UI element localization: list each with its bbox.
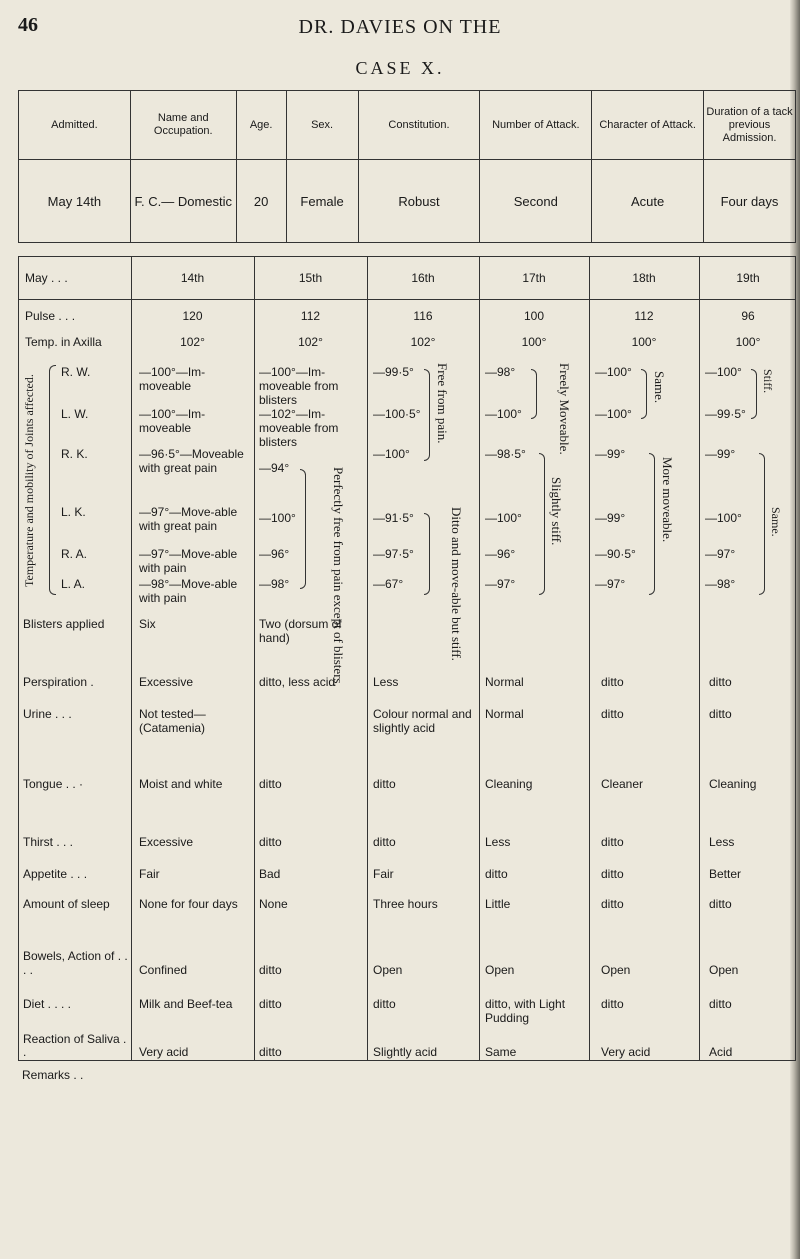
row-label: Amount of sleep	[23, 897, 110, 911]
j15-rk: —94°	[259, 461, 290, 475]
temp-18: 100°	[631, 335, 657, 349]
row-value: None	[259, 897, 288, 911]
row-label: Bowels, Action of . . . .	[23, 949, 128, 977]
j15-note: Perfectly free from pain except of blisters.	[331, 467, 346, 687]
pulse-17: 100	[523, 309, 545, 323]
j16-note1: Free from pain.	[435, 363, 450, 444]
row-value: ditto	[601, 867, 624, 881]
row-value: ditto	[709, 897, 732, 911]
joint-rw: R. W.	[61, 365, 91, 379]
j16-rw: —99·5°	[373, 365, 414, 379]
row-value: Not tested— (Catamenia)	[139, 707, 206, 735]
row-value: ditto	[259, 835, 282, 849]
row-value: Two (dorsum of hand)	[259, 617, 342, 645]
temp-label: Temp. in Axilla	[25, 335, 102, 349]
brace	[759, 453, 765, 595]
row-value: Three hours	[373, 897, 438, 911]
j16-rk: —100°	[373, 447, 410, 461]
header-duration: Duration of a tack previous Admission.	[704, 91, 796, 160]
row-value: Fair	[139, 867, 160, 881]
value-admitted: May 14th	[19, 160, 131, 243]
header-number-of-attack: Number of Attack.	[480, 91, 592, 160]
row-value: ditto	[601, 997, 624, 1011]
j17-rw: —98°	[485, 365, 516, 379]
row-value: ditto	[373, 835, 396, 849]
j14-lk: —97°—Move-able with great pain	[139, 505, 238, 533]
j18-lk: —99°	[595, 511, 626, 525]
row-value: Normal	[485, 707, 524, 721]
row-value: Very acid	[601, 1045, 651, 1059]
j19-rk: —99°	[705, 447, 736, 461]
summary-header-row	[19, 91, 796, 160]
row-value: Slightly acid	[373, 1045, 438, 1059]
row-value: ditto	[373, 997, 396, 1011]
row-value: Six	[139, 617, 156, 631]
j19-la: —98°	[705, 577, 736, 591]
j19-rw: —100°	[705, 365, 742, 379]
j15-rw: —100°—Im-moveable from blisters	[259, 365, 339, 407]
brace	[300, 469, 306, 589]
date-16: 16th	[411, 271, 435, 285]
row-value: Excessive	[139, 835, 194, 849]
j17-ra: —96°	[485, 547, 516, 561]
brace	[531, 369, 537, 419]
row-value: Very acid	[139, 1045, 189, 1059]
pulse-label: Pulse . . .	[25, 309, 76, 323]
j15-ra: —96°	[259, 547, 290, 561]
j16-ra: —97·5°	[373, 547, 414, 561]
header-name-occupation: Name and Occupation.	[130, 91, 236, 160]
pulse-18: 112	[634, 309, 654, 323]
row-value: Normal	[485, 675, 524, 689]
brace	[751, 369, 757, 419]
brace	[424, 513, 430, 595]
pulse-16: 116	[413, 309, 433, 323]
j18-note1: Same.	[652, 371, 667, 404]
joint-lw: L. W.	[61, 407, 89, 421]
summary-table	[18, 90, 796, 243]
row-value: Fair	[373, 867, 394, 881]
header-sex: Sex.	[286, 91, 358, 160]
j18-note2: More moveable.	[660, 457, 675, 543]
j17-rk: —98·5°	[485, 447, 526, 461]
header-age: Age.	[236, 91, 286, 160]
row-value: ditto	[601, 675, 624, 689]
row-value: Cleaning	[709, 777, 757, 791]
row-value: ditto	[259, 777, 282, 791]
date-19: 19th	[736, 271, 760, 285]
joints-label: Temperature and mobility of Joints affected.	[22, 374, 36, 588]
row-value: ditto	[259, 1045, 282, 1059]
j14-la: —98°—Move-able with pain	[139, 577, 238, 605]
j16-note2: Ditto and move-able but stiff.	[449, 507, 464, 661]
row-value: ditto, with Light Pudding	[485, 997, 566, 1025]
brace	[424, 369, 430, 461]
row-value: Bad	[259, 867, 281, 881]
row-value: ditto, less acid	[259, 675, 336, 689]
date-14: 14th	[180, 271, 205, 285]
divider	[699, 257, 700, 1060]
j15-lw: —102°—Im-moveable from blisters	[259, 407, 339, 449]
date-15: 15th	[298, 271, 323, 285]
joint-ra: R. A.	[61, 547, 88, 561]
row-value: Open	[601, 963, 631, 977]
divider	[479, 257, 480, 1060]
row-value: ditto	[709, 997, 732, 1011]
row-value: Confined	[139, 963, 188, 977]
row-value: Better	[709, 867, 742, 881]
row-value: ditto	[601, 897, 624, 911]
joint-rk: R. K.	[61, 447, 88, 461]
j17-note2: Slightly stiff.	[549, 477, 564, 546]
joints-brace	[49, 365, 56, 595]
value-constitution: Robust	[358, 160, 480, 243]
value-name-occupation: F. C.— Domestic	[130, 160, 236, 243]
row-value: Open	[373, 963, 403, 977]
row-value: Open	[485, 963, 515, 977]
j14-rk: —96·5°—Moveable with great pain	[139, 447, 244, 475]
j14-lw: —100°—Im-moveable	[139, 407, 206, 435]
row-value: Cleaner	[601, 777, 644, 791]
row-label: Tongue . . ·	[23, 777, 84, 791]
j16-la: —67°	[373, 577, 404, 591]
value-sex: Female	[286, 160, 358, 243]
temp-14: 102°	[180, 335, 205, 349]
brace	[641, 369, 647, 419]
j18-rk: —99°	[595, 447, 626, 461]
row-value: None for four days	[139, 897, 238, 911]
j19-ra: —97°	[705, 547, 736, 561]
row-value: Less	[485, 835, 511, 849]
j19-note1: Stiff.	[761, 369, 775, 394]
row-value: Less	[373, 675, 399, 689]
j16-lk: —91·5°	[373, 511, 414, 525]
row-value: ditto	[259, 997, 282, 1011]
row-value: Milk and Beef-tea	[139, 997, 233, 1011]
row-value: ditto	[485, 867, 508, 881]
row-value: ditto	[709, 675, 732, 689]
summary-value-row	[19, 160, 796, 243]
running-title: DR. DAVIES ON THE	[298, 16, 502, 38]
month-label: May . . .	[25, 271, 68, 285]
temp-17: 100°	[521, 335, 547, 349]
divider	[131, 257, 132, 1060]
header-character-of-attack: Character of Attack.	[592, 91, 704, 160]
value-duration: Four days	[704, 160, 796, 243]
j17-lw: —100°	[485, 407, 522, 421]
temp-19: 100°	[735, 335, 761, 349]
j19-lk: —100°	[705, 511, 742, 525]
divider	[254, 257, 255, 1060]
j18-la: —97°	[595, 577, 626, 591]
divider	[589, 257, 590, 1060]
row-value: Little	[485, 897, 511, 911]
row-value: Less	[709, 835, 735, 849]
row-label: Reaction of Saliva . .	[23, 1032, 127, 1059]
brace	[539, 453, 545, 595]
row-value: Same	[485, 1045, 517, 1059]
j18-lw: —100°	[595, 407, 632, 421]
row-label: Blisters applied	[23, 617, 105, 631]
value-age: 20	[236, 160, 286, 243]
row-value: Open	[709, 963, 739, 977]
row-value: Excessive	[139, 675, 194, 689]
row-label: Thirst . . .	[23, 835, 74, 849]
j19-note2: Same.	[769, 507, 783, 537]
brace	[649, 453, 655, 595]
j18-ra: —90·5°	[595, 547, 636, 561]
j17-la: —97°	[485, 577, 516, 591]
page-number: 46	[18, 14, 38, 36]
j16-lw: —100·5°	[373, 407, 421, 421]
case-title: CASE X.	[355, 58, 445, 78]
date-17: 17th	[522, 271, 546, 285]
row-value: ditto	[373, 777, 396, 791]
joint-la: L. A.	[61, 577, 86, 591]
temp-16: 102°	[410, 335, 436, 349]
row-label: Perspiration .	[23, 675, 94, 689]
j14-rw: —100°—Im-moveable	[139, 365, 206, 393]
value-number-of-attack: Second	[480, 160, 592, 243]
joint-lk: L. K.	[61, 505, 86, 519]
row-value: Moist and white	[139, 777, 223, 791]
row-label: Diet . . . .	[23, 997, 72, 1011]
header-admitted: Admitted.	[19, 91, 131, 160]
daily-record-table	[18, 256, 796, 1061]
row-label: Appetite . . .	[23, 867, 88, 881]
remarks-label: Remarks . .	[22, 1068, 84, 1082]
date-18: 18th	[632, 271, 656, 285]
j18-rw: —100°	[595, 365, 632, 379]
value-character-of-attack: Acute	[592, 160, 704, 243]
header-constitution: Constitution.	[358, 91, 480, 160]
row-label: Urine . . .	[23, 707, 72, 721]
row-value: ditto	[601, 835, 624, 849]
j17-lk: —100°	[485, 511, 522, 525]
row-value: Acid	[709, 1045, 733, 1059]
temp-15: 102°	[298, 335, 323, 349]
divider	[367, 257, 368, 1060]
pulse-15: 112	[300, 309, 321, 323]
j14-ra: —97°—Move-able with pain	[139, 547, 238, 575]
j15-lk: —100°	[259, 511, 296, 525]
j17-note1: Freely Moveable.	[557, 363, 572, 455]
pulse-14: 120	[182, 309, 203, 323]
row-value: ditto	[259, 963, 282, 977]
row-value: ditto	[709, 707, 732, 721]
j15-la: —98°	[259, 577, 290, 591]
row-value: Cleaning	[485, 777, 533, 791]
j19-lw: —99·5°	[705, 407, 746, 421]
pulse-19: 96	[741, 309, 755, 323]
row-value: Colour normal and slightly acid	[373, 707, 472, 735]
divider	[19, 299, 795, 300]
row-value: ditto	[601, 707, 624, 721]
